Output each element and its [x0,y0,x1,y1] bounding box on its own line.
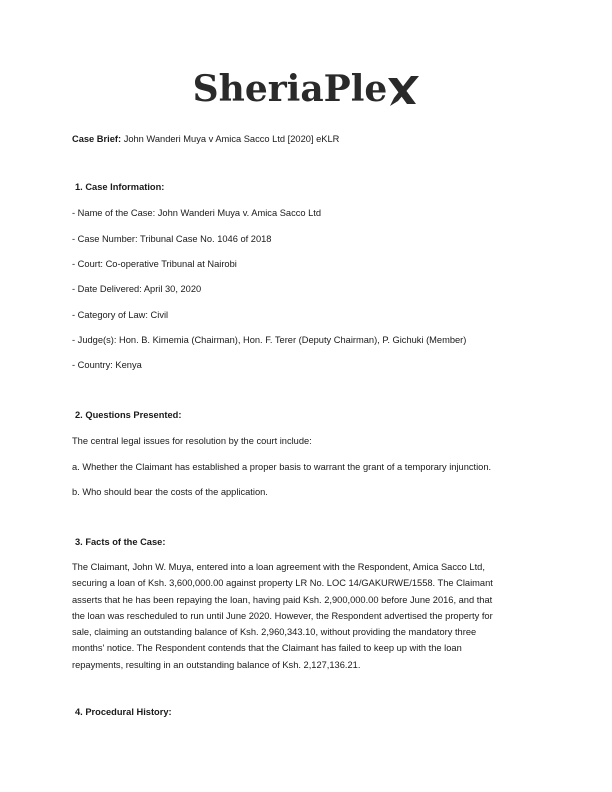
facts-line: sale, claiming an outstanding balance of Ksh. 2,960,343.10, without providing the mandatory three [72,627,477,638]
case-info-item: - Case Number: Tribunal Case No. 1046 of 2018 [72,234,272,244]
case-info-item: - Name of the Case: John Wanderi Muya v. Amica Sacco Ltd [72,208,322,218]
facts-line: securing a loan of Ksh. 3,600,000.00 against property LR No. LOC 14/GAKURWE/1558. The Claimant [72,578,493,589]
question-item: a. Whether the Claimant has established a proper basis to warrant the grant of a temporary injunction. [72,462,492,472]
section-heading-procedural-history: 4. Procedural History: [75,707,172,717]
case-brief-label: Case Brief: [72,134,122,144]
section-heading-facts: 3. Facts of the Case: [75,537,166,547]
case-info-item: - Date Delivered: April 30, 2020 [72,284,202,294]
logo-text: SheriaPle [192,68,388,110]
facts-line: months' notice. The Respondent contends that the Claimant has failed to keep up with the loan [72,643,462,654]
facts-line: asserts that he has been repaying the loan, having paid Ksh. 2,900,000.00 before June 2016, and that [72,594,493,605]
section-heading-case-information: 1. Case Information: [75,182,165,192]
case-brief-title: John Wanderi Muya v Amica Sacco Ltd [2020] eKLR [123,134,340,144]
questions-intro: The central legal issues for resolution by the court include: [72,436,312,446]
case-brief-line [72,133,339,146]
facts-line: the loan was rescheduled to run until June 2020. However, the Respondent advertised the property for [72,610,493,621]
question-item: b. Who should bear the costs of the application. [72,487,268,497]
sheriaplex-logo [0,68,612,110]
facts-line: repayments, resulting in an outstanding balance of Ksh. 2,127,136.21. [72,659,361,670]
facts-line: The Claimant, John W. Muya, entered into a loan agreement with the Respondent, Amica Sacco Ltd, [72,562,485,572]
section-heading-questions: 2. Questions Presented: [75,410,182,420]
case-info-item: - Category of Law: Civil [72,310,169,320]
x-mark-icon [385,74,419,108]
case-info-item: - Country: Kenya [72,360,142,370]
facts-paragraph [72,559,544,673]
case-info-item: - Court: Co-operative Tribunal at Nairobi [72,259,237,269]
case-info-item: - Judge(s): Hon. B. Kimemia (Chairman), Hon. F. Terer (Deputy Chairman), P. Gichuki (Member) [72,335,467,345]
